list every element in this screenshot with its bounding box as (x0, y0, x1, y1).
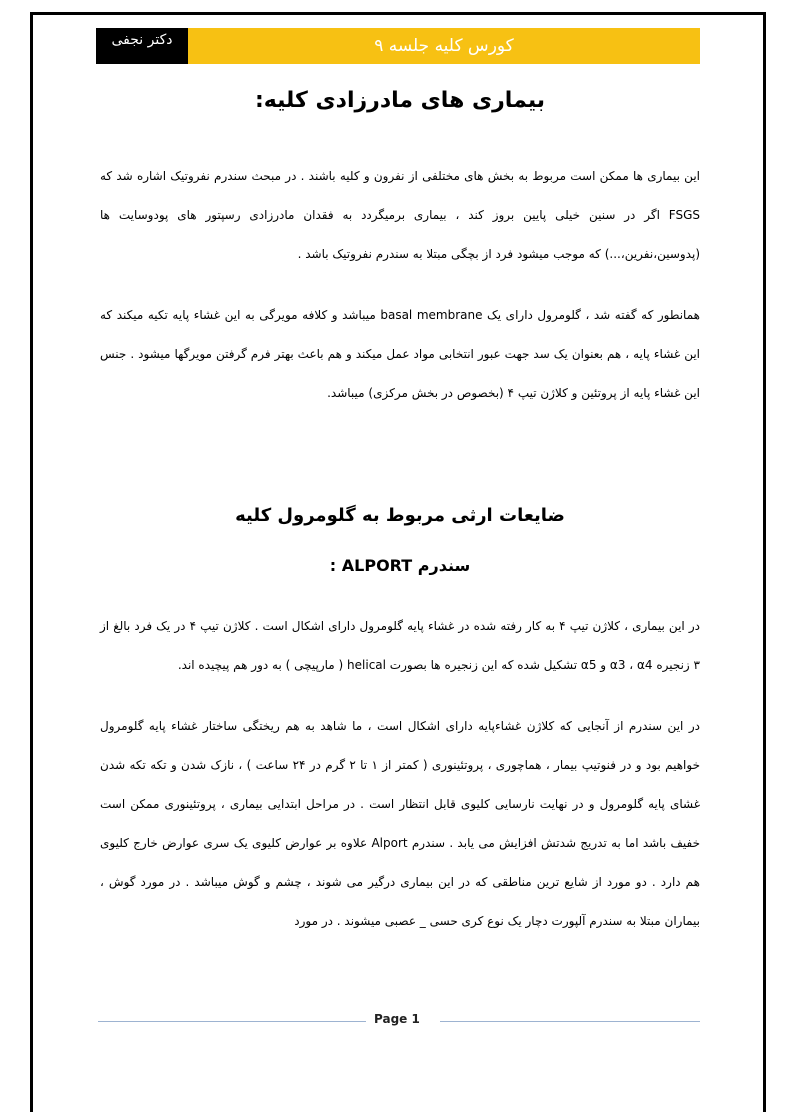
alport-paragraph-1: در این بیماری ، کلاژن تیپ ۴ به کار رفته شده در غشاء پایه گلومرول دارای اشکال است . کلاژن تیپ ۴ در یک فرد بالغ از ۳ زنجیره α3 ، α4 و α5 تشکیل شده که این زنجیره ها بصورت helical ( مارپیچی ) به دور هم پیچیده اند. (100, 619, 700, 672)
footer-rule-right (440, 1021, 700, 1022)
intro-paragraph: این بیماری ها ممکن است مربوط به بخش های مختلفی از نفرون و کلیه باشند . در مبحث سندرم نفروتیک اشاره شد که FSGS اگر در سنین خیلی پایین بروز کند ، بیماری برمیگردد به فقدان مادرزادی رسپتور های پودوسایت ها (پدوسین،نفرین،...) که موجب میشود فرد از بچگی مبتلا به سندرم نفروتیک باشد . (100, 169, 700, 261)
page-footer (98, 1011, 700, 1031)
footer-rule-left (98, 1021, 366, 1022)
page-header (96, 28, 700, 64)
header-course-title: کورس کلیه جلسه ۹ (188, 28, 700, 64)
document-body (100, 80, 700, 963)
document-title: بیماری های مادرزادی کلیه: (254, 88, 546, 113)
alport-subtitle: سندرم ALPORT : (329, 556, 471, 575)
page-number: Page 1 (374, 1012, 420, 1026)
section-spacer (100, 435, 700, 505)
section-title: ضایعات ارثی مربوط به گلومرول کلیه (235, 505, 565, 526)
header-author: دکتر نجفی (96, 28, 188, 64)
basal-membrane-paragraph: همانطور که گفته شد ، گلومرول دارای یک basal membrane میباشد و کلافه مویرگی به این غشاء پایه تکیه میکند که این غشاء پایه ، هم بعنوان یک سد جهت عبور انتخابی مواد عمل میکند و هم باعث بهتر فرم گرفتن مویرگها میشود . جنس این غشاء پایه از پروتئین و کلاژن تیپ ۴ (بخصوص در بخش مرکزی) میباشد. (100, 308, 700, 400)
alport-paragraph-2: در این سندرم از آنجایی که کلاژن غشاءپایه دارای اشکال است ، ما شاهد به هم ریختگی ساختار غشاء پایه گلومرول خواهیم بود و در فنوتیپ بیمار ، هماچوری ، پروتئینوری ( کمتر از ۱ تا ۲ گرم در ۲۴ ساعت ) ، نازک شدن و تکه تکه شدن غشای پایه گلومرول و در نهایت نارسایی کلیوی قابل انتظار است . در مراحل ابتدایی بیماری ، پروتئینوری ممکن است خفیف باشد اما به تدریج شدتش افزایش می یابد . سندرم Alport علاوه بر عوارض کلیوی یک سری عوارض خارج کلیوی هم دارد . دو مورد از شایع ترین مناطقی که در این بیماری درگیر می شوند ، چشم و گوش میباشد . در مورد گوش ، بیماران مبتلا به سندرم آلپورت دچار یک نوع کری حسی _ عصبی میشوند . در مورد (100, 719, 701, 928)
